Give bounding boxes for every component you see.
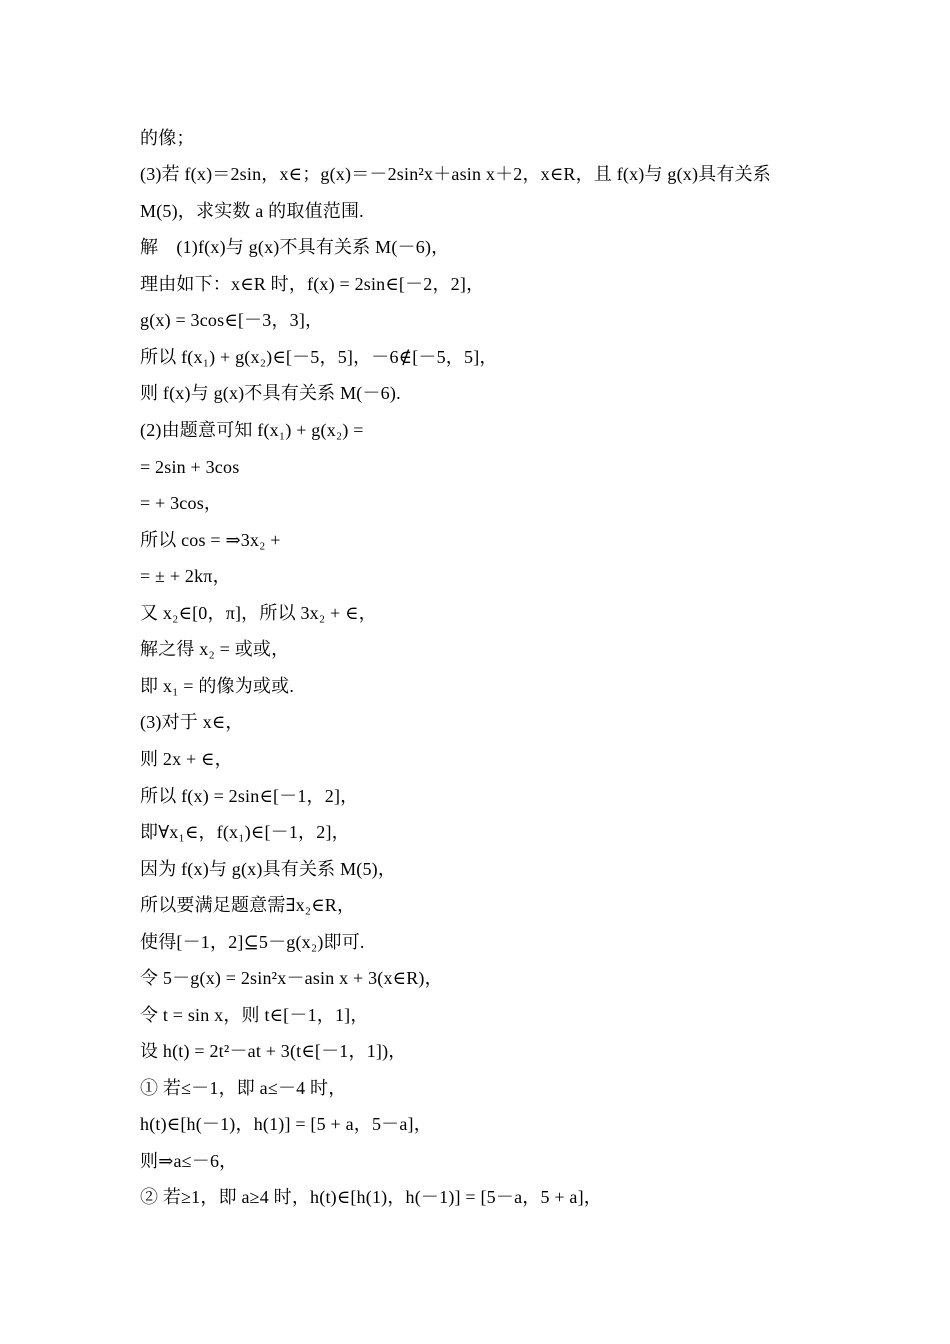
text-line: 所以 f(x) = 2sin∈[－1，2]， [140,786,359,806]
text-line: 令 5－g(x) = 2sin²x－asin x + 3(x∈R)， [140,968,443,988]
text-line: 使得[－1，2]⊆5－g(x₂)即可. [140,932,365,952]
text-line: (3)若 f(x)＝2sin，x∈；g(x)＝－2sin²x＋asin x＋2，x∈R，且 f(x)与 g(x)具有关系 [140,164,771,184]
text-line: 设 h(t) = 2t²－at + 3(t∈[－1，1])， [140,1041,407,1061]
text-line: 所以 f(x₁) + g(x₂)∈[－5，5]，－6∉[－5，5]， [140,347,498,367]
text-line: M(5)，求实数 a 的取值范围. [140,201,364,221]
text-line: 理由如下：x∈R 时，f(x) = 2sin∈[－2，2]， [140,274,485,294]
text-line: (3)对于 x∈， [140,712,244,732]
text-line: = 2sin + 3cos [140,457,240,477]
text-line: 的像； [140,128,195,148]
text-line: 所以 cos = ⇒3x₂ + [140,530,281,550]
text-line: 则 f(x)与 g(x)不具有关系 M(－6). [140,383,401,403]
text-line: ① 若≤－1，即 a≤－4 时， [140,1078,347,1098]
text-line: ② 若≥1，即 a≥4 时，h(t)∈[h(1)，h(－1)] = [5－a，5 + a]， [140,1187,602,1207]
text-line: 即 x₁ = 的像为或或. [140,676,295,696]
text-line: = + 3cos， [140,493,223,513]
text-line: g(x) = 3cos∈[－3，3]， [140,310,324,330]
text-line: 令 t = sin x，则 t∈[－1，1]， [140,1005,369,1025]
text-line: = ± + 2kπ， [140,566,231,586]
text-line: 因为 f(x)与 g(x)具有关系 M(5)， [140,859,397,879]
text-line: 又 x₂∈[0，π]，所以 3x₂ + ∈， [140,603,377,623]
text-line: h(t)∈[h(－1)，h(1)] = [5 + a，5－a]， [140,1114,432,1134]
text-line: 所以要满足题意需∃x₂∈R， [140,895,356,915]
text-line: 解之得 x₂ = 或或， [140,639,290,659]
text-line: (2)由题意可知 f(x₁) + g(x₂) = [140,420,364,440]
text-line: 则 2x + ∈， [140,749,233,769]
text-line: 解 (1)f(x)与 g(x)不具有关系 M(－6)， [140,237,450,257]
text-line: 即∀x₁∈，f(x₁)∈[－1，2]， [140,822,350,842]
text-line: 则⇒a≤－6， [140,1151,238,1171]
